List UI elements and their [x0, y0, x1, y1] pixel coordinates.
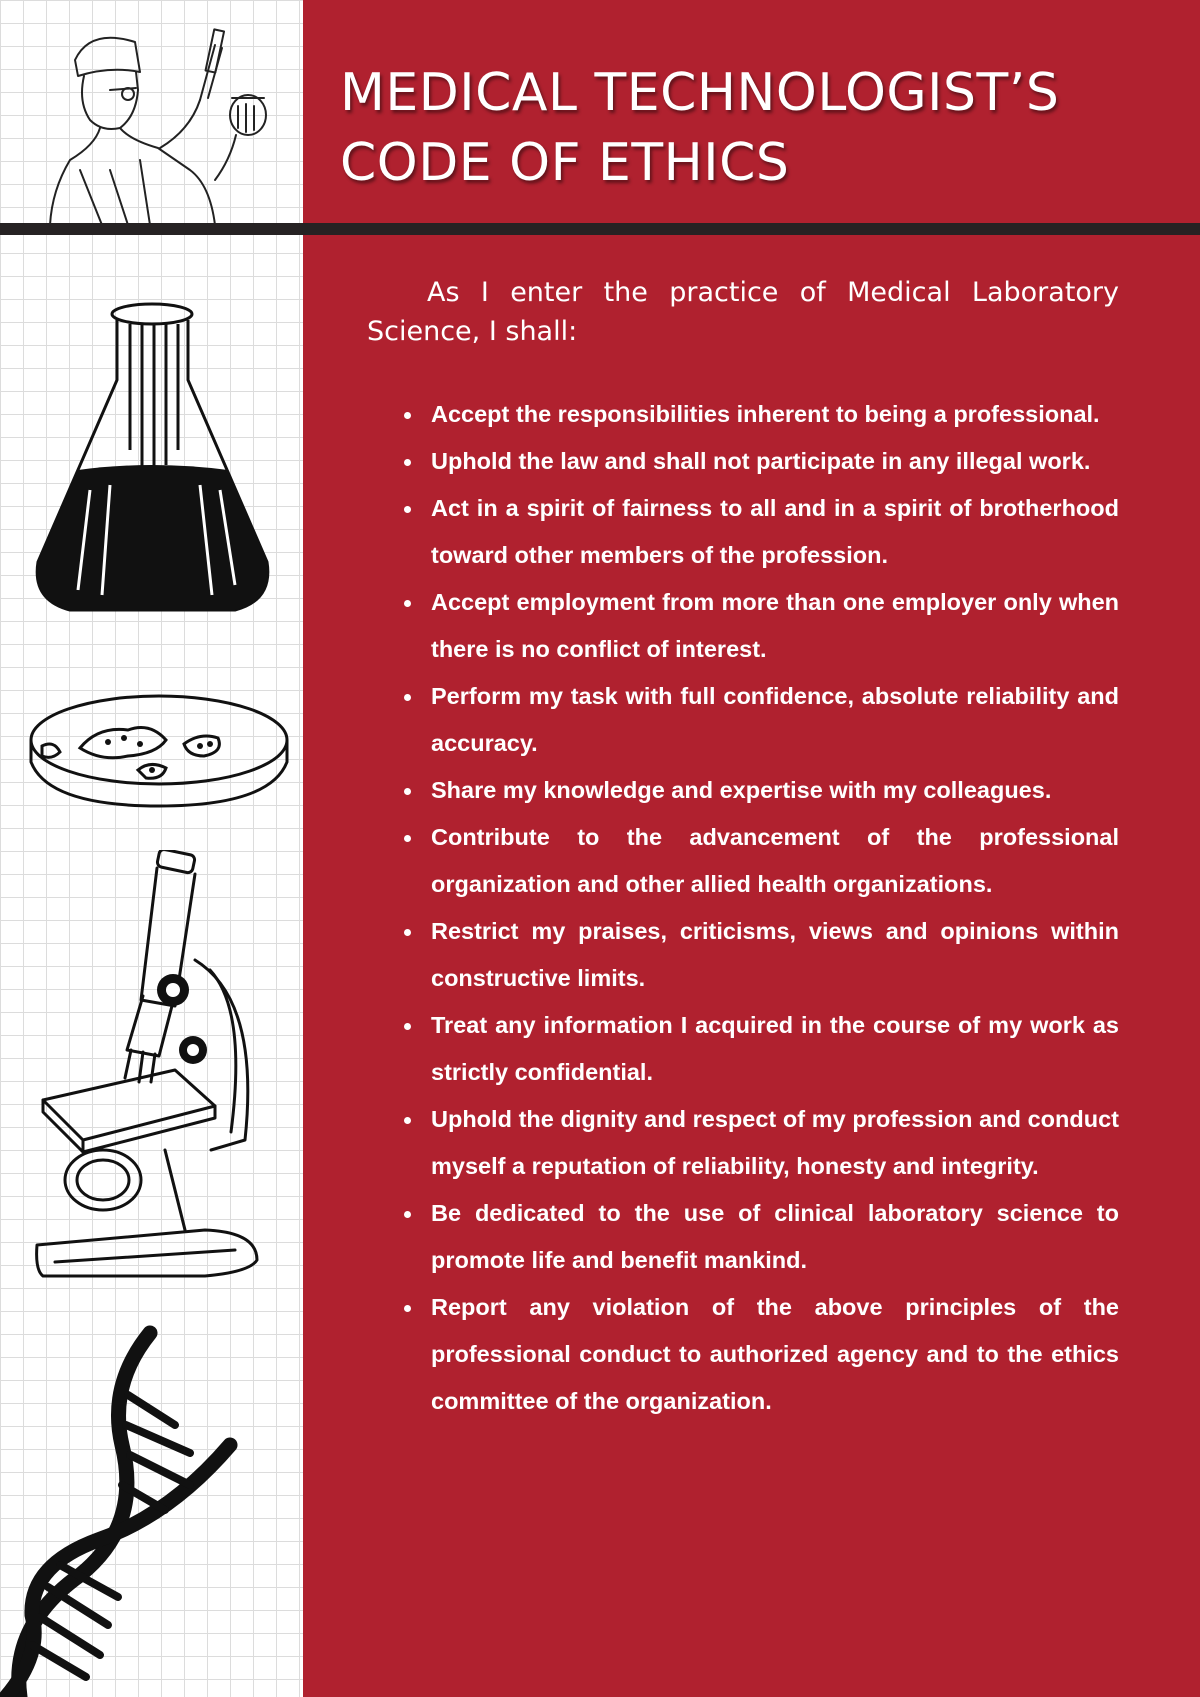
title-line-2: CODE OF ETHICS — [340, 133, 790, 193]
sidebar-illustrations — [0, 0, 303, 1697]
list-item: Accept employment from more than one employer only when there is no conflict of interest. — [400, 579, 1119, 673]
list-item: Restrict my praises, criticisms, views and opinions within constructive limits. — [400, 908, 1119, 1002]
list-item: Report any violation of the above principles of the professional conduct to authorized agency and to the ethics committee of the organization. — [400, 1284, 1119, 1425]
list-item: Uphold the law and shall not participate in any illegal work. — [400, 438, 1119, 485]
petri-dish-icon — [28, 690, 290, 810]
list-item: Uphold the dignity and respect of my profession and conduct myself a reputation of reliability, honesty and integrity. — [400, 1096, 1119, 1190]
ethics-list — [400, 391, 1119, 1425]
list-item: Perform my task with full confidence, absolute reliability and accuracy. — [400, 673, 1119, 767]
microscope-icon — [35, 850, 270, 1280]
header-divider — [0, 223, 1200, 235]
lab-technician-illustration — [40, 20, 280, 225]
list-item: Accept the responsibilities inherent to being a professional. — [400, 391, 1119, 438]
dna-helix-icon — [0, 1325, 260, 1697]
list-item: Treat any information I acquired in the course of my work as strictly confidential. — [400, 1002, 1119, 1096]
list-item: Be dedicated to the use of clinical laboratory science to promote life and benefit mankind. — [400, 1190, 1119, 1284]
title-line-1: MEDICAL TECHNOLOGIST’S — [340, 63, 1060, 123]
list-item: Act in a spirit of fairness to all and in a spirit of brotherhood toward other members of the profession. — [400, 485, 1119, 579]
list-item: Share my knowledge and expertise with my colleagues. — [400, 767, 1119, 814]
flask-icon — [30, 300, 275, 620]
intro-text: As I enter the practice of Medical Laboratory Science, I shall: — [367, 277, 1119, 347]
list-item: Contribute to the advancement of the professional organization and other allied health organizations. — [400, 814, 1119, 908]
page-title — [340, 58, 1160, 198]
